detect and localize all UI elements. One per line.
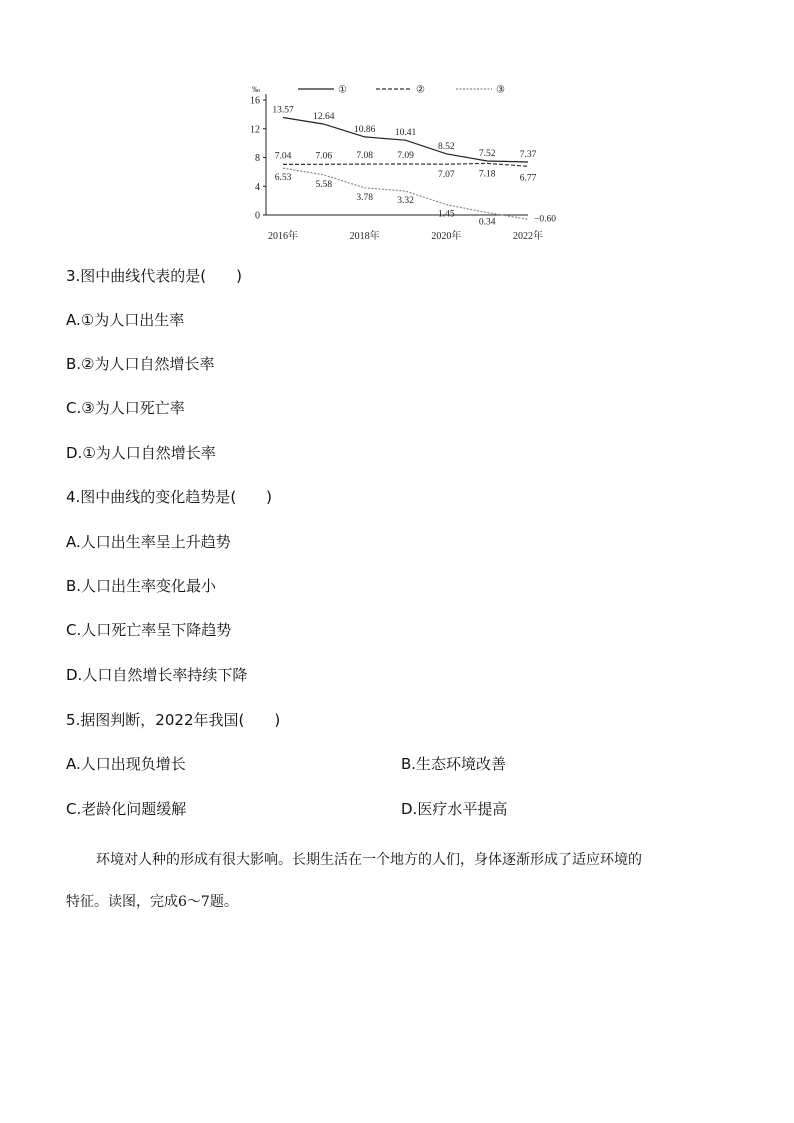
x-tick-label: 2018年 [349, 231, 380, 242]
data-label-s2: 7.04 [274, 151, 292, 162]
question-4-option-c[interactable]: C.人口死亡率呈下降趋势 [66, 621, 232, 639]
chart-data-labels [272, 105, 556, 227]
question-4-option-a[interactable]: A.人口出生率呈上升趋势 [66, 533, 231, 551]
y-tick-label: 0 [255, 210, 260, 222]
question-4-option-b[interactable]: B.人口出生率变化最小 [66, 577, 217, 595]
data-label-s2: 7.18 [478, 169, 496, 180]
y-tick-label: 8 [255, 153, 260, 164]
question-3-stem: 3.图中曲线代表的是( ) [66, 267, 243, 285]
data-label-s1: 10.86 [353, 124, 376, 135]
data-label-s3: 0.34 [478, 217, 496, 228]
y-unit-label: ‰ [252, 85, 260, 94]
question-4-stem: 4.图中曲线的变化趋势是( ) [66, 488, 273, 506]
data-label-s3: 1.45 [438, 209, 455, 220]
question-4-option-d[interactable]: D.人口自然增长率持续下降 [66, 666, 248, 684]
series-line-2 [283, 163, 528, 166]
data-label-s1: 10.41 [394, 128, 417, 139]
data-label-s1: 8.52 [438, 141, 455, 152]
question-3-option-b[interactable]: B.②为人口自然增长率 [66, 355, 215, 373]
question-5-option-d[interactable]: D.医疗水平提高 [401, 800, 508, 818]
data-label-s2: 7.08 [356, 151, 373, 162]
data-label-s1: 13.57 [272, 105, 294, 116]
data-label-s2: 6.77 [519, 173, 537, 184]
question-3-option-d[interactable]: D.①为人口自然增长率 [66, 444, 216, 462]
x-tick-label: 2022年 [513, 231, 543, 242]
data-label-s3: 6.53 [274, 173, 292, 184]
question-5-stem: 5.据图判断，2022年我国( ) [66, 711, 281, 729]
data-label-s1: 7.37 [519, 150, 537, 161]
data-label-s2: 7.07 [438, 170, 455, 181]
data-label-s1: 12.64 [313, 112, 335, 123]
question-5-option-b[interactable]: B.生态环境改善 [401, 755, 507, 773]
y-tick-label: 12 [250, 124, 260, 136]
question-3-option-a[interactable]: A.①为人口出生率 [66, 311, 185, 329]
passage-line-1: 环境对人种的形成有很大影响。长期生活在一个地方的人们，身体逐渐形成了适应环境的 [96, 852, 642, 868]
data-label-s2: 7.09 [397, 151, 414, 162]
data-label-s2: 7.06 [315, 151, 333, 162]
question-3-option-c[interactable]: C.③为人口死亡率 [66, 399, 185, 417]
data-label-s3: 3.78 [356, 192, 373, 203]
data-label-s3: 3.32 [397, 196, 414, 207]
data-label-s1: 7.52 [478, 148, 496, 159]
question-5-option-c[interactable]: C.老龄化问题缓解 [66, 800, 187, 818]
x-tick-label: 2016年 [268, 231, 298, 242]
legend-label-1: ① [338, 84, 347, 96]
chart-legend [298, 85, 505, 96]
chart-axes [250, 85, 543, 242]
line-chart [248, 80, 556, 245]
question-5-option-a[interactable]: A.人口出现负增长 [66, 755, 186, 773]
data-label-s3: 5.58 [315, 179, 333, 190]
passage-line-2: 特征。读图，完成6～7题。 [66, 894, 238, 910]
y-tick-label: 16 [250, 95, 260, 107]
y-tick-label: 4 [255, 181, 260, 193]
data-label-s3: −0.60 [534, 214, 556, 225]
legend-label-2: ② [416, 84, 425, 96]
x-tick-label: 2020年 [431, 231, 462, 242]
legend-label-3: ③ [496, 84, 505, 96]
